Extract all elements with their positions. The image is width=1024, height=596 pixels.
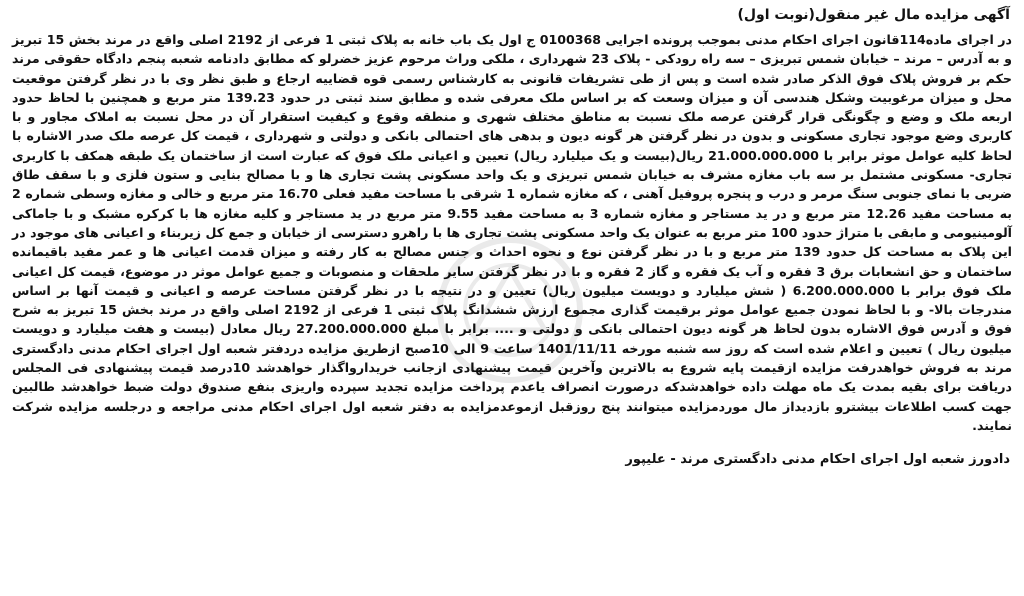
notice-title: آگهی مزایده مال غیر منقول(نوبت اول) — [737, 7, 1010, 23]
notice-signature: دادورز شعبه اول اجرای احکام مدنی دادگستری مرند - علیپور — [625, 452, 1010, 468]
notice-body: در اجرای ماده114قانون اجرای احکام مدنی بموجب پرونده اجرایی 0100368 ج اول یک باب خانه به پلاک ثبتی 1 فرعی از 2192 اصلی واقع در مرند بخش 15 تبریز و به آدرس – مرند – خیابان شمس تبریزی – سه راه رودکی - پلاک 23 شهرداری ، ملکی وراث مرحوم عزیز خضرلو که مطابق دادنامه شعبه پنجم دادگاه حقوقی مرند حکم بر فروش پلاک فوق الذکر صادر شده است و پس از طی تشریفات قانونی به کارشناس رسمی قوه قضاییه ارجاع و طبق نظر وی با در نظر گرفتن موقعیت محل و میزان مرغوبیت وشکل هندسی آن و میزان وسعت که بر اساس ملک معرفی شده و مطابق سند ثبتی در حدود 139.23 متر مربع و همچنین با لحاظ حدود اربعه ملک و وضع و چگونگی قرار گرفتن عرصه ملک نسبت به مناطق مختلف شهری و منطقه وقوع و کیفیت استقرار آن در محل نسبت به املاک مجاور و با کاربری وضع موجود تجاری مسکونی و بدون در نظر گرفتن هر گونه دیون و بدهی های احتمالی بانکی و دولتی و شهرداری ، قیمت کل عرصه ملک صدر الاشاره با لحاظ کلیه عوامل موثر برابر با 21.000.000.000 ریال(بیست و یک میلیارد ریال) تعیین و اعیانی ملک فوق که عبارت است از ساختمان یک طبقه همکف با کاربری تجاری- مسکونی مشتمل بر سه باب مغازه مشرف به خیابان شمس تبریزی و یک واحد مسکونی پشت تجاری ها و با مصالح بنایی و ستون فلزی و با سقف طاق ضربی با نمای جنوبی سنگ مرمر و درب و پنجره پروفیل آهنی ، که مغازه شماره 1 شرقی با مساحت مفید فعلی 16.70 متر مربع و خالی و مغازه وسطی شماره 2 به مساحت مفید 12.26 متر مربع و در ید مستاجر و مغازه شماره 3 به مساحت مفید 9.55 متر مربع در ید مستاجر و کلیه مغازه ها با کرکره مشبک و با جاماکی آلومینیومی و مابقی با متراژ حدود 100 متر مربع به عنوان یک واحد مسکونی پشت تجاری ها با راهرو دسترسی از خیابان و جمع کل زیربناء و اعیانی های موجود در این پلاک به مساحت کل حدود 139 متر مربع و با در نظر گرفتن نوع و نحوه احداث و جنس مصالح به کار رفته و میزان قدمت اعیانی ها و عمر مفید باقیمانده ساختمان و حق انشعابات برق 3 فقره و آب یک فقره و گاز 2 فقره و با در نظر گرفتن سایر ملحقات و منصوبات و جمیع عوامل موثر در موضوع، قیمت کل اعیانی ملک فوق برابر با 6.200.000.000 ( شش میلیارد و دویست میلیون ریال) تعیین و در نتیجه با در نظر گرفتن مساحت عرصه و اعیانی و قیمت آنها بر اساس مندرجات بالا- و با لحاظ نمودن جمیع عوامل موثر برقیمت گذاری مجموع ارزش ششدانگ پلاک ثبتی 1 فرعی از 2192 اصلی واقع در مرند بخش 15 تبریز به شرح فوق و آدرس فوق الاشاره بدون لحاظ هر گونه دیون احتمالی بانکی و دولتی و .... برابر با مبلغ 27.200.000.000 ریال معادل (بیست و هفت میلیارد و دویست میلیون ریال ) تعیین و اعلام شده است که روز سه شنبه مورخه 1401/11/11 ساعت 9 الی 10صبح ازطریق مزایده دردفتر شعبه اول اجرای احکام مدنی دادگستری مرند به فروش خواهدرفت مزایده ازقیمت پایه شروع به بالاترین وآخرین قیمت پیشنهادی ازجانب خریدارواگذار خواهدشد 10درصد قیمت پیشنهادی فی المجلس دریافت برای بقیه بمدت یک ماه مهلت داده خواهدشدکه درصورت انصراف یاعدم پرداخت مزایده تجدید سپرده واریزی بنفع صندوق دولت ضبط خواهدشد طالبین جهت کسب اطلاعات بیشترو بازدیداز مال موردمزایده میتوانند پنج روزقبل ازموعدمزایده به دفتر شعبه اول اجرای احکام مدنی مراجعه و درجلسه مزایده شرکت نمایند. — [12, 32, 1013, 433]
notice-document — [10, 4, 1014, 592]
